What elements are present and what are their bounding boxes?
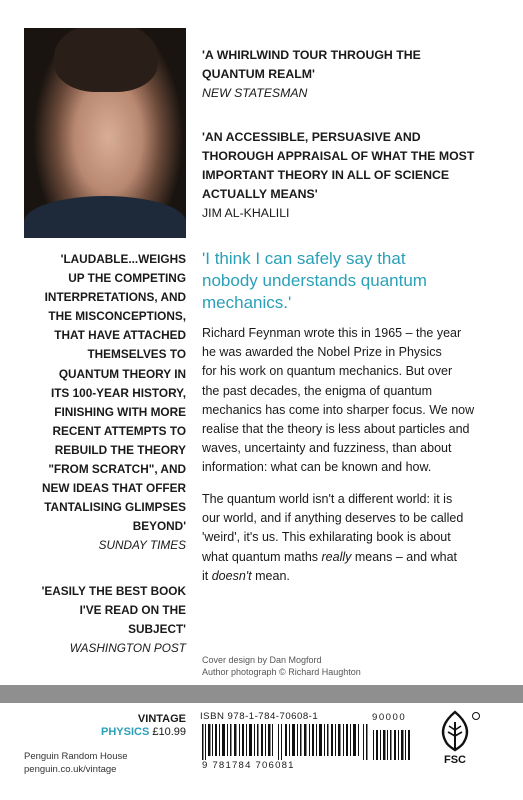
quote-line: THE MISCONCEPTIONS,	[48, 309, 186, 324]
quote-line: 'LAUDABLE...WEIGHS	[60, 252, 186, 266]
publisher-name: Penguin Random House	[24, 751, 128, 762]
photo-credit: Author photograph © Richard Haughton	[202, 667, 361, 677]
quote-line: BEYOND'	[132, 519, 186, 534]
author-hair	[54, 28, 158, 92]
category-label: PHYSICS	[100, 726, 150, 738]
blurb-line: The quantum world isn't a different world: it is	[202, 492, 453, 506]
blurb-paragraph-1	[202, 324, 508, 478]
blurb-text: means – and what	[351, 549, 458, 564]
blurb-line: Richard Feynman wrote this in 1965 – the year	[202, 326, 462, 340]
quote-source: SUNDAY TIMES	[98, 538, 186, 553]
quote-line: 'A WHIRLWIND TOUR THROUGH THE	[202, 48, 421, 62]
blurb-line: information: what can be known and how.	[202, 460, 432, 475]
headline-line: 'I think I can safely say that	[202, 249, 406, 268]
blurb-emphasis: really	[321, 549, 352, 564]
blurb-line: realise that the theory is less about particles and	[202, 422, 470, 437]
feynman-headline	[202, 248, 512, 314]
fsc-logo-icon	[426, 708, 484, 766]
imprint-label: VINTAGE	[137, 713, 186, 725]
quote-source: NEW STATESMAN	[202, 86, 308, 100]
quote-line: UP THE COMPETING	[68, 271, 186, 286]
blurb-line: our world, and if anything deserves to be called	[202, 511, 464, 526]
quote-line: 'EASILY THE BEST BOOK	[41, 584, 186, 598]
quote-line: ITS 100-YEAR HISTORY,	[50, 385, 186, 400]
blurb-line: waves, uncertainty and fuzziness, than about	[202, 441, 452, 456]
quote-line: THEMSELVES TO	[87, 347, 186, 362]
blurb-line: for his work on quantum mechanics. But over	[202, 364, 453, 379]
quote-line: ACTUALLY MEANS'	[202, 187, 318, 201]
blurb-emphasis: doesn't	[211, 568, 252, 583]
blurb-line: he was awarded the Nobel Prize in Physics	[202, 345, 442, 360]
blurb-line: the past decades, the enigma of quantum	[202, 383, 433, 398]
blurb-line: mechanics has come into sharper focus. We now	[202, 402, 475, 417]
headline-line: mechanics.'	[202, 293, 292, 312]
quote-line: QUANTUM THEORY IN	[58, 366, 186, 381]
blurb-line	[202, 567, 508, 586]
quote-line: QUANTUM REALM'	[202, 67, 315, 81]
barcode-icon	[200, 724, 370, 760]
cover-credit: Cover design by Dan Mogford	[202, 655, 322, 665]
author-shirt	[24, 196, 186, 238]
fsc-text: FSC	[444, 754, 466, 766]
blurb-text: what quantum maths	[202, 549, 322, 564]
publisher-url: penguin.co.uk/vintage	[24, 764, 117, 775]
blurb-line	[202, 548, 508, 567]
quote-new-statesman	[202, 46, 421, 103]
quote-line: NEW IDEAS THAT OFFER	[42, 481, 186, 496]
quote-line: 'AN ACCESSIBLE, PERSUASIVE AND	[202, 130, 421, 144]
quote-line: IMPORTANT THEORY IN ALL OF SCIENCE	[202, 168, 450, 182]
quote-jim-al-khalili	[202, 128, 474, 223]
credits	[202, 654, 361, 678]
headline-line: nobody understands quantum	[202, 271, 427, 290]
quote-line: INTERPRETATIONS, AND	[44, 290, 186, 305]
quote-line: SUBJECT'	[128, 622, 186, 637]
quote-line: THAT HAVE ATTACHED	[54, 328, 186, 343]
blurb-text: it	[202, 568, 212, 583]
quote-washington-post	[8, 582, 186, 658]
blurb-paragraph-2	[202, 490, 508, 586]
addon-number: 90000	[372, 712, 407, 723]
quote-line: TANTALISING GLIMPSES	[44, 500, 186, 515]
quote-line: THOROUGH APPRAISAL OF WHAT THE MOST	[202, 149, 475, 163]
quote-source: WASHINGTON POST	[69, 641, 186, 656]
quote-line: REBUILD THE THEORY	[54, 442, 186, 457]
barcode-number: 9 781784 706081	[202, 760, 295, 771]
grey-band	[0, 685, 523, 703]
isbn-label: ISBN 978-1-784-70608-1	[200, 711, 319, 722]
category-price	[80, 726, 186, 739]
quote-sunday-times	[8, 250, 186, 556]
author-photo	[24, 28, 186, 238]
blurb-text: mean.	[251, 568, 290, 583]
quote-source: JIM AL-KHALILI	[202, 206, 290, 220]
quote-line: RECENT ATTEMPTS TO	[52, 423, 186, 438]
quote-line: I'VE READ ON THE	[79, 603, 186, 618]
quote-line: FINISHING WITH MORE	[54, 404, 186, 419]
quote-line: "FROM SCRATCH", AND	[48, 462, 186, 477]
blurb-line: 'weird', it's us. This exhilarating book is about	[202, 530, 451, 545]
price-label: £10.99	[152, 726, 186, 738]
addon-barcode-icon	[372, 724, 412, 760]
